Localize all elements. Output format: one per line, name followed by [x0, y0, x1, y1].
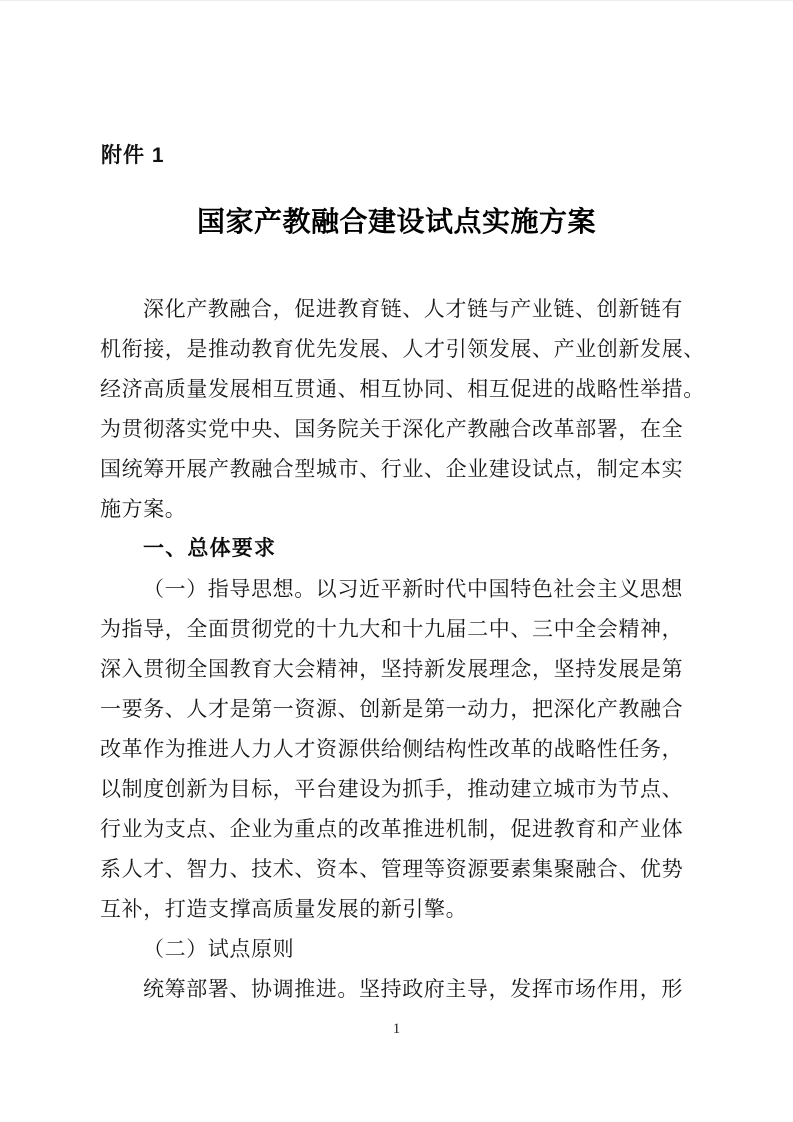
body-line: 深入贯彻全国教育大会精神，坚持新发展理念，坚持发展是第 — [100, 657, 684, 681]
body-line: 行业为支点、企业为重点的改革推进机制，促进教育和产业体 — [100, 817, 684, 841]
body-line: 互补，打造支撑高质量发展的新引擎。 — [100, 897, 468, 921]
body-line: 统筹部署、协调推进。坚持政府主导，发挥市场作用，形 — [143, 977, 683, 1001]
section-heading: 一、总体要求 — [143, 537, 277, 560]
body-line: 系人才、智力、技术、资本、管理等资源要素集聚融合、优势 — [100, 857, 684, 881]
body-line: （一）指导思想。以习近平新时代中国特色社会主义思想 — [143, 577, 683, 601]
body-line: 为贯彻落实党中央、国务院关于深化产教融合改革部署，在全 — [100, 417, 684, 441]
section-heading: （二）试点原则 — [143, 937, 295, 961]
document-body — [100, 289, 704, 1009]
attachment-label: 附件 1 — [101, 144, 165, 167]
body-line: 经济高质量发展相互贯通、相互协同、相互促进的战略性举措。 — [100, 377, 705, 401]
body-line: 改革作为推进人力人才资源供给侧结构性改革的战略性任务， — [100, 737, 684, 761]
body-line: 以制度创新为目标，平台建设为抓手，推动建立城市为节点、 — [100, 777, 684, 801]
body-line: 国统筹开展产教融合型城市、行业、企业建设试点，制定本实 — [100, 457, 684, 481]
document-page — [0, 1, 793, 1122]
body-line: 施方案。 — [100, 497, 187, 521]
body-line: 为指导，全面贯彻党的十九大和十九届二中、三中全会精神， — [100, 617, 684, 641]
body-line: 机衔接，是推动教育优先发展、人才引领发展、产业创新发展、 — [100, 337, 705, 361]
page-number: 1 — [392, 1021, 401, 1037]
body-line: 一要务、人才是第一资源、创新是第一动力，把深化产教融合 — [100, 697, 684, 721]
document-title: 国家产教融合建设试点实施方案 — [196, 207, 596, 238]
body-line: 深化产教融合，促进教育链、人才链与产业链、创新链有 — [143, 297, 683, 321]
